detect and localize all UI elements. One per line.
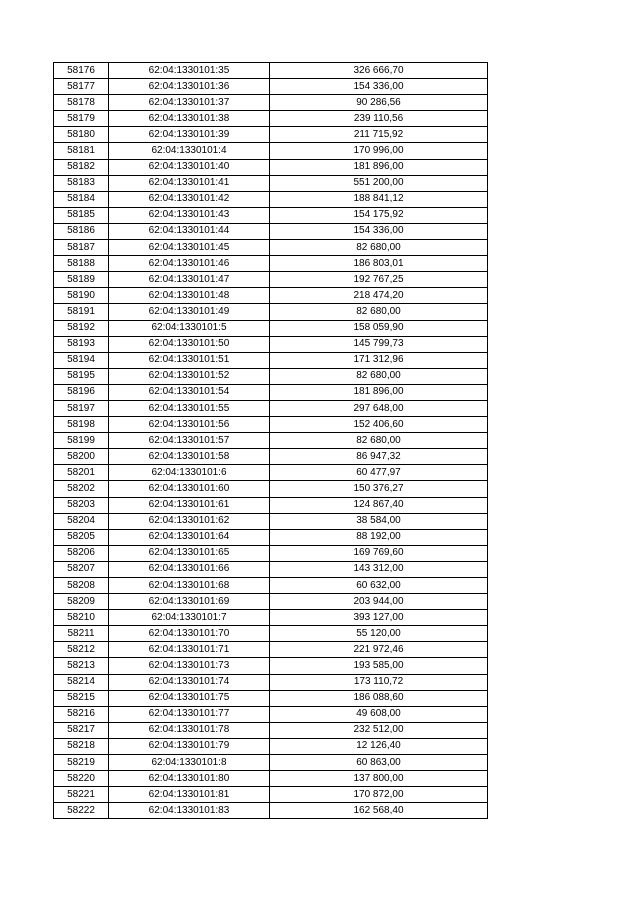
cadastral-number-cell: 62:04:1330101:77 (109, 706, 270, 722)
table-row (54, 223, 488, 239)
cadastral-number-cell: 62:04:1330101:38 (109, 111, 270, 127)
table-row (54, 513, 488, 529)
row-id-cell: 58203 (54, 497, 109, 513)
row-id-cell: 58212 (54, 642, 109, 658)
row-id-cell: 58176 (54, 63, 109, 79)
row-id-cell: 58220 (54, 771, 109, 787)
value-cell: 55 120,00 (270, 626, 488, 642)
row-id-cell: 58191 (54, 304, 109, 320)
row-id-cell: 58198 (54, 417, 109, 433)
table-row (54, 63, 488, 79)
row-id-cell: 58209 (54, 594, 109, 610)
value-cell: 60 632,00 (270, 578, 488, 594)
table-row (54, 706, 488, 722)
row-id-cell: 58207 (54, 561, 109, 577)
cadastral-number-cell: 62:04:1330101:68 (109, 578, 270, 594)
cadastral-number-cell: 62:04:1330101:44 (109, 223, 270, 239)
cadastral-number-cell: 62:04:1330101:80 (109, 771, 270, 787)
table-row (54, 417, 488, 433)
value-cell: 173 110,72 (270, 674, 488, 690)
cadastral-number-cell: 62:04:1330101:71 (109, 642, 270, 658)
row-id-cell: 58185 (54, 207, 109, 223)
cadastral-number-cell: 62:04:1330101:55 (109, 400, 270, 416)
value-cell: 82 680,00 (270, 240, 488, 256)
row-id-cell: 58179 (54, 111, 109, 127)
table-row (54, 175, 488, 191)
row-id-cell: 58186 (54, 223, 109, 239)
table-row (54, 803, 488, 819)
row-id-cell: 58181 (54, 143, 109, 159)
cadastral-number-cell: 62:04:1330101:7 (109, 610, 270, 626)
table-row (54, 545, 488, 561)
row-id-cell: 58188 (54, 256, 109, 272)
cadastral-number-cell: 62:04:1330101:61 (109, 497, 270, 513)
row-id-cell: 58177 (54, 79, 109, 95)
cadastral-number-cell: 62:04:1330101:64 (109, 529, 270, 545)
table-row (54, 240, 488, 256)
value-cell: 326 666,70 (270, 63, 488, 79)
row-id-cell: 58214 (54, 674, 109, 690)
cadastral-number-cell: 62:04:1330101:6 (109, 465, 270, 481)
cadastral-number-cell: 62:04:1330101:65 (109, 545, 270, 561)
table-row (54, 368, 488, 384)
cadastral-number-cell: 62:04:1330101:4 (109, 143, 270, 159)
row-id-cell: 58222 (54, 803, 109, 819)
value-cell: 152 406,60 (270, 417, 488, 433)
cadastral-number-cell: 62:04:1330101:36 (109, 79, 270, 95)
value-cell: 88 192,00 (270, 529, 488, 545)
value-cell: 211 715,92 (270, 127, 488, 143)
cadastral-number-cell: 62:04:1330101:49 (109, 304, 270, 320)
cadastral-number-cell: 62:04:1330101:39 (109, 127, 270, 143)
value-cell: 551 200,00 (270, 175, 488, 191)
value-cell: 145 799,73 (270, 336, 488, 352)
cadastral-number-cell: 62:04:1330101:62 (109, 513, 270, 529)
cadastral-number-cell: 62:04:1330101:37 (109, 95, 270, 111)
row-id-cell: 58180 (54, 127, 109, 143)
table-row (54, 159, 488, 175)
cadastral-number-cell: 62:04:1330101:70 (109, 626, 270, 642)
table-row (54, 384, 488, 400)
value-cell: 143 312,00 (270, 561, 488, 577)
cadastral-number-cell: 62:04:1330101:50 (109, 336, 270, 352)
table-row (54, 143, 488, 159)
value-cell: 86 947,32 (270, 449, 488, 465)
row-id-cell: 58215 (54, 690, 109, 706)
value-cell: 60 477,97 (270, 465, 488, 481)
table-row (54, 610, 488, 626)
value-cell: 181 896,00 (270, 384, 488, 400)
value-cell: 170 996,00 (270, 143, 488, 159)
table-row (54, 79, 488, 95)
row-id-cell: 58182 (54, 159, 109, 175)
table-row (54, 529, 488, 545)
value-cell: 12 126,40 (270, 738, 488, 754)
row-id-cell: 58206 (54, 545, 109, 561)
cadastral-number-cell: 62:04:1330101:66 (109, 561, 270, 577)
row-id-cell: 58218 (54, 738, 109, 754)
row-id-cell: 58195 (54, 368, 109, 384)
table-row (54, 738, 488, 754)
cadastral-number-cell: 62:04:1330101:58 (109, 449, 270, 465)
value-cell: 186 088,60 (270, 690, 488, 706)
value-cell: 221 972,46 (270, 642, 488, 658)
table-row (54, 481, 488, 497)
value-cell: 38 584,00 (270, 513, 488, 529)
row-id-cell: 58217 (54, 722, 109, 738)
cadastral-number-cell: 62:04:1330101:45 (109, 240, 270, 256)
row-id-cell: 58196 (54, 384, 109, 400)
row-id-cell: 58219 (54, 755, 109, 771)
value-cell: 186 803,01 (270, 256, 488, 272)
table-row (54, 674, 488, 690)
row-id-cell: 58210 (54, 610, 109, 626)
table-row (54, 449, 488, 465)
cadastral-value-table (53, 62, 488, 819)
row-id-cell: 58184 (54, 191, 109, 207)
row-id-cell: 58216 (54, 706, 109, 722)
row-id-cell: 58204 (54, 513, 109, 529)
value-cell: 170 872,00 (270, 787, 488, 803)
row-id-cell: 58193 (54, 336, 109, 352)
table-row (54, 771, 488, 787)
cadastral-number-cell: 62:04:1330101:42 (109, 191, 270, 207)
table-row (54, 320, 488, 336)
table-row (54, 594, 488, 610)
value-cell: 203 944,00 (270, 594, 488, 610)
value-cell: 49 608,00 (270, 706, 488, 722)
value-cell: 239 110,56 (270, 111, 488, 127)
table-row (54, 497, 488, 513)
table-row (54, 207, 488, 223)
cadastral-number-cell: 62:04:1330101:43 (109, 207, 270, 223)
table-row (54, 400, 488, 416)
value-cell: 82 680,00 (270, 433, 488, 449)
row-id-cell: 58197 (54, 400, 109, 416)
value-cell: 137 800,00 (270, 771, 488, 787)
row-id-cell: 58199 (54, 433, 109, 449)
table-row (54, 755, 488, 771)
table-row (54, 288, 488, 304)
value-cell: 218 474,20 (270, 288, 488, 304)
table-row (54, 336, 488, 352)
value-cell: 154 175,92 (270, 207, 488, 223)
table-row (54, 95, 488, 111)
value-cell: 90 286,56 (270, 95, 488, 111)
cadastral-number-cell: 62:04:1330101:41 (109, 175, 270, 191)
row-id-cell: 58211 (54, 626, 109, 642)
table-row (54, 111, 488, 127)
cadastral-number-cell: 62:04:1330101:75 (109, 690, 270, 706)
row-id-cell: 58213 (54, 658, 109, 674)
cadastral-number-cell: 62:04:1330101:83 (109, 803, 270, 819)
cadastral-number-cell: 62:04:1330101:47 (109, 272, 270, 288)
table-row (54, 465, 488, 481)
row-id-cell: 58200 (54, 449, 109, 465)
row-id-cell: 58189 (54, 272, 109, 288)
cadastral-number-cell: 62:04:1330101:56 (109, 417, 270, 433)
value-cell: 82 680,00 (270, 304, 488, 320)
value-cell: 393 127,00 (270, 610, 488, 626)
cadastral-number-cell: 62:04:1330101:46 (109, 256, 270, 272)
table-row (54, 304, 488, 320)
value-cell: 154 336,00 (270, 79, 488, 95)
cadastral-number-cell: 62:04:1330101:51 (109, 352, 270, 368)
cadastral-number-cell: 62:04:1330101:52 (109, 368, 270, 384)
row-id-cell: 58192 (54, 320, 109, 336)
cadastral-number-cell: 62:04:1330101:54 (109, 384, 270, 400)
cadastral-number-cell: 62:04:1330101:79 (109, 738, 270, 754)
table-row (54, 433, 488, 449)
table-row (54, 578, 488, 594)
value-cell: 150 376,27 (270, 481, 488, 497)
value-cell: 232 512,00 (270, 722, 488, 738)
value-cell: 181 896,00 (270, 159, 488, 175)
cadastral-number-cell: 62:04:1330101:78 (109, 722, 270, 738)
cadastral-number-cell: 62:04:1330101:73 (109, 658, 270, 674)
value-cell: 162 568,40 (270, 803, 488, 819)
table-row (54, 256, 488, 272)
table-row (54, 561, 488, 577)
value-cell: 192 767,25 (270, 272, 488, 288)
table-row (54, 191, 488, 207)
cadastral-number-cell: 62:04:1330101:81 (109, 787, 270, 803)
row-id-cell: 58201 (54, 465, 109, 481)
value-cell: 169 769,60 (270, 545, 488, 561)
row-id-cell: 58178 (54, 95, 109, 111)
value-cell: 297 648,00 (270, 400, 488, 416)
cadastral-number-cell: 62:04:1330101:69 (109, 594, 270, 610)
table-row (54, 690, 488, 706)
table-row (54, 787, 488, 803)
value-cell: 188 841,12 (270, 191, 488, 207)
table-row (54, 626, 488, 642)
value-cell: 158 059,90 (270, 320, 488, 336)
table-row (54, 722, 488, 738)
table-row (54, 352, 488, 368)
table-row (54, 658, 488, 674)
cadastral-number-cell: 62:04:1330101:57 (109, 433, 270, 449)
row-id-cell: 58221 (54, 787, 109, 803)
table-row (54, 642, 488, 658)
value-cell: 60 863,00 (270, 755, 488, 771)
row-id-cell: 58187 (54, 240, 109, 256)
table-body (54, 63, 488, 819)
row-id-cell: 58202 (54, 481, 109, 497)
value-cell: 171 312,96 (270, 352, 488, 368)
row-id-cell: 58205 (54, 529, 109, 545)
cadastral-number-cell: 62:04:1330101:60 (109, 481, 270, 497)
cadastral-number-cell: 62:04:1330101:35 (109, 63, 270, 79)
cadastral-number-cell: 62:04:1330101:8 (109, 755, 270, 771)
cadastral-number-cell: 62:04:1330101:48 (109, 288, 270, 304)
value-cell: 82 680,00 (270, 368, 488, 384)
value-cell: 124 867,40 (270, 497, 488, 513)
cadastral-number-cell: 62:04:1330101:5 (109, 320, 270, 336)
table-row (54, 127, 488, 143)
cadastral-number-cell: 62:04:1330101:74 (109, 674, 270, 690)
table-row (54, 272, 488, 288)
row-id-cell: 58208 (54, 578, 109, 594)
value-cell: 154 336,00 (270, 223, 488, 239)
row-id-cell: 58190 (54, 288, 109, 304)
row-id-cell: 58183 (54, 175, 109, 191)
row-id-cell: 58194 (54, 352, 109, 368)
cadastral-number-cell: 62:04:1330101:40 (109, 159, 270, 175)
value-cell: 193 585,00 (270, 658, 488, 674)
